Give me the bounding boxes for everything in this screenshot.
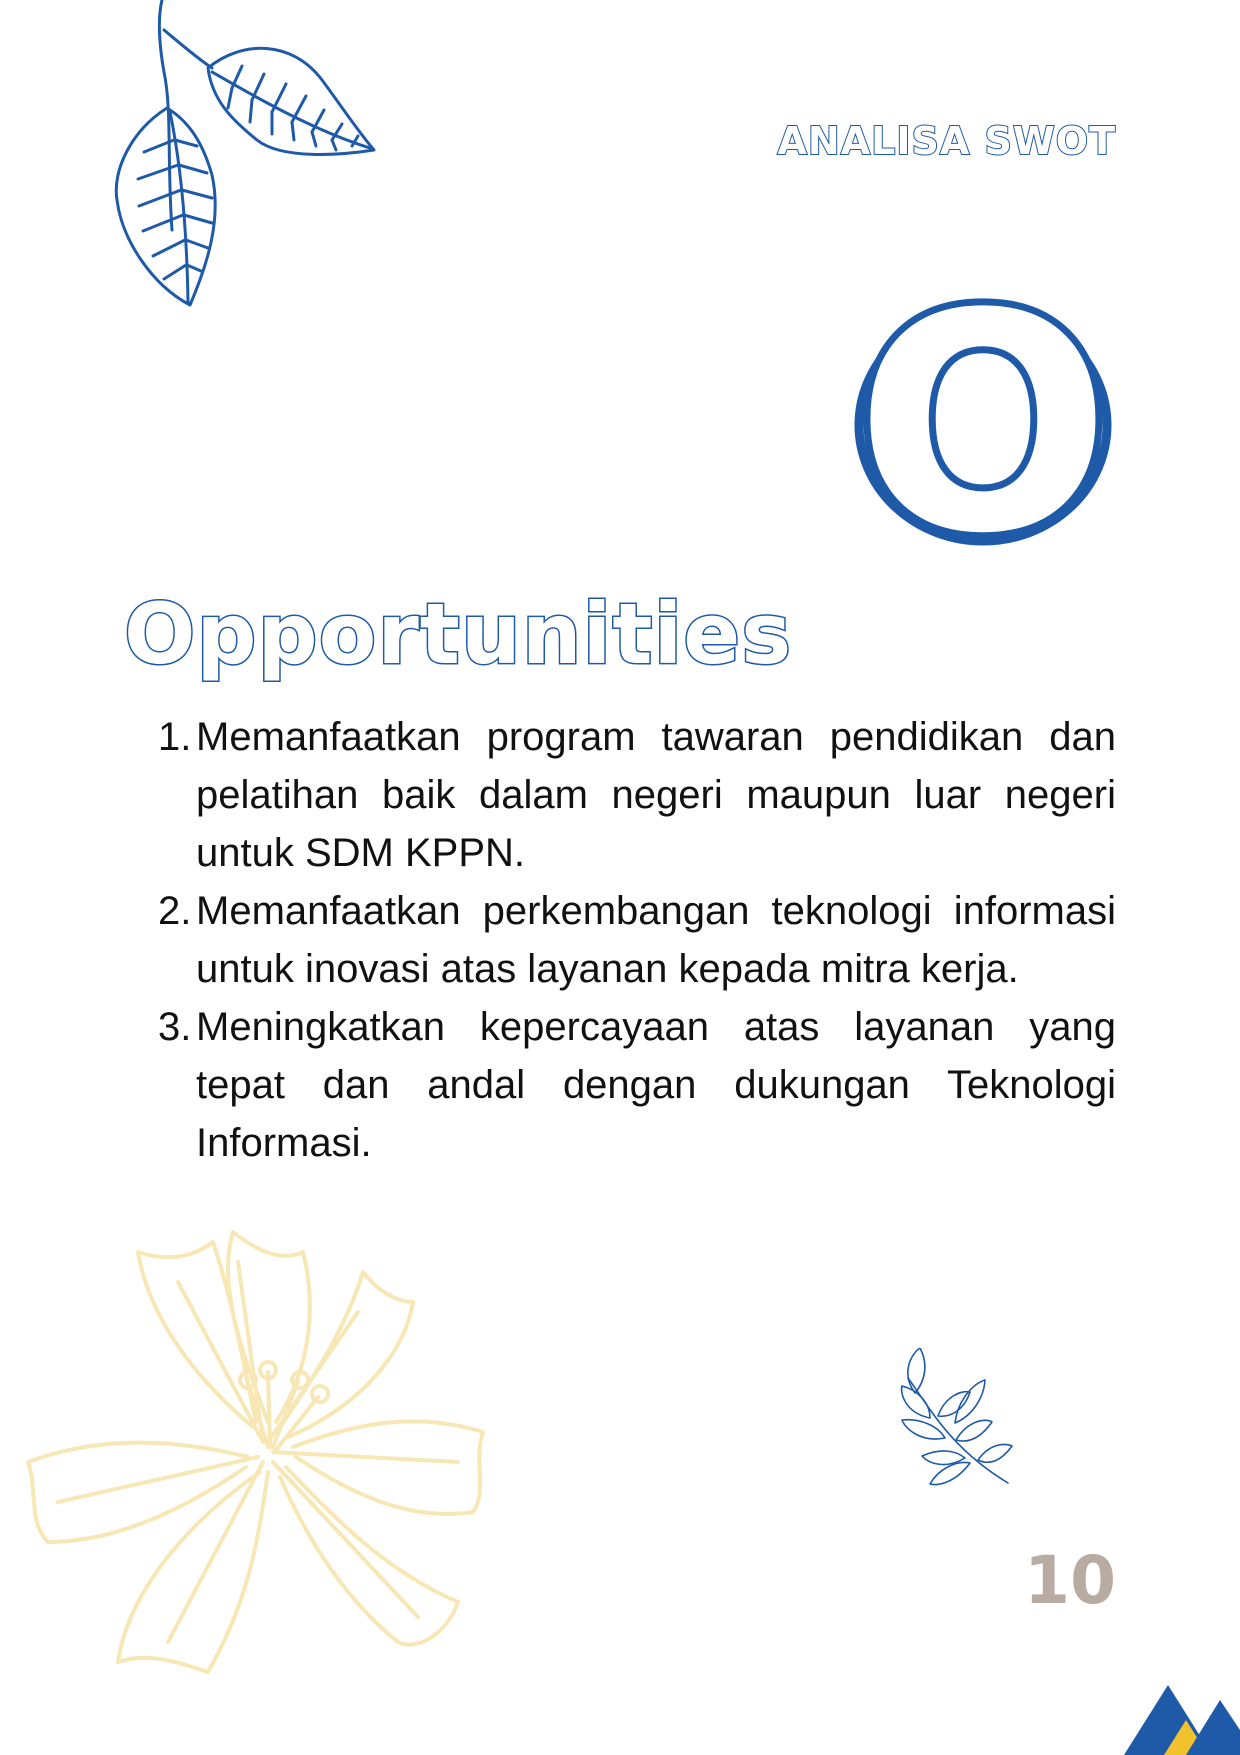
mountain-logo-icon bbox=[1124, 1680, 1240, 1755]
list-item bbox=[158, 882, 1116, 998]
list-item bbox=[158, 998, 1116, 1172]
section-title: Opportunities bbox=[124, 585, 793, 683]
list-item-number: 1. bbox=[158, 715, 192, 759]
page-number: 10 bbox=[1024, 1542, 1116, 1619]
list-item bbox=[158, 708, 1116, 882]
list-item-text: Memanfaatkan program tawaran pendidikan dan pelatihan baik dalam negeri maupun luar negeri untuk SDM KPPN. bbox=[196, 715, 1116, 875]
list-item-number: 2. bbox=[158, 889, 192, 933]
opportunities-list bbox=[158, 708, 1116, 1172]
flower-illustration-icon bbox=[18, 1222, 498, 1692]
header-title: ANALISA SWOT bbox=[777, 119, 1116, 163]
list-item-text: Memanfaatkan perkembangan teknologi informasi untuk inovasi atas layanan kepada mitra kerja. bbox=[196, 889, 1116, 991]
badge-letter: O bbox=[855, 250, 1111, 599]
small-sprig-icon bbox=[890, 1348, 1020, 1500]
list-item-text: Meningkatkan kepercayaan atas layanan yang tepat dan andal dengan dukungan Teknologi Informasi. bbox=[196, 1005, 1116, 1165]
letter-badge bbox=[852, 250, 1114, 599]
leaf-branch-icon bbox=[112, 0, 382, 320]
list-item-number: 3. bbox=[158, 1005, 192, 1049]
